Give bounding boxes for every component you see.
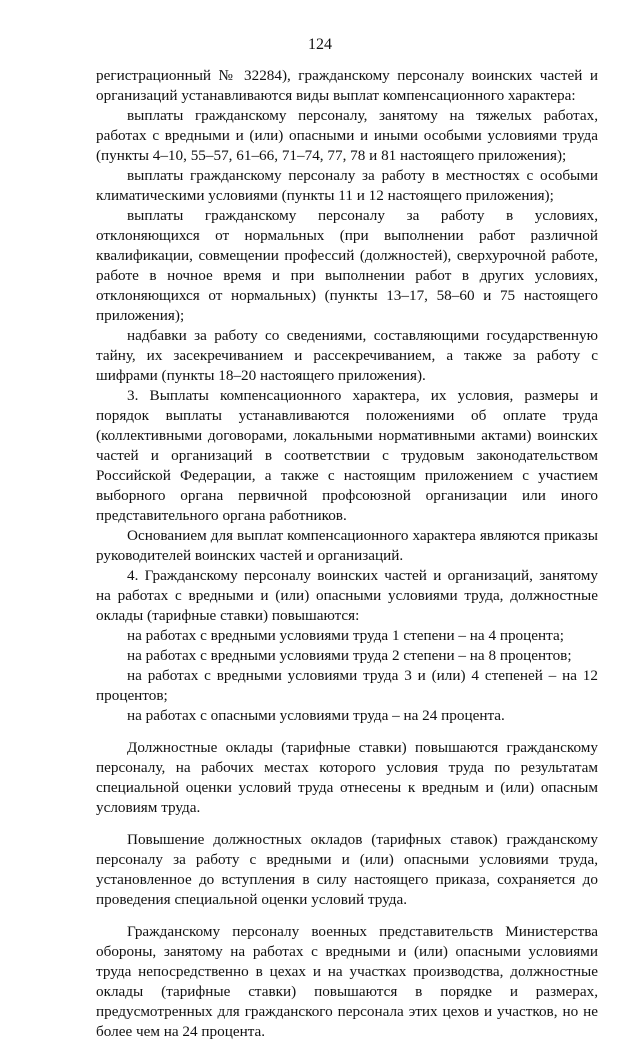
paragraph-section-4: 4. Гражданскому персоналу воинских частей и организаций, занятому на работах с вредными и (или) опасными условиями труда, должностные оклады (тарифные ставки) повышаются: bbox=[96, 567, 598, 624]
paragraph-assessment: Должностные оклады (тарифные ставки) повышаются гражданскому персоналу, на рабочих местах которого условия труда по результатам специальной оценки условий труда отнесены к вредным и (или) опасным условиям труда. bbox=[96, 739, 598, 816]
paragraph-payment-abnormal: выплаты гражданскому персоналу за работу в условиях, отклоняющихся от нормальных (при выполнении работ различной квалификации, совмещении профессий (должностей), сверхурочной работе, работе в ночное время и при выполнении работ в других условиях, отклоняющихся от нормальных) (пункты 13–17, 58–60 и 75 настоящего приложения); bbox=[96, 207, 598, 324]
document-body bbox=[96, 66, 598, 1042]
paragraph-preserved-increase: Повышение должностных окладов (тарифных ставок) гражданскому персоналу за работу с вредными и (или) опасными условиями труда, установленное до вступления в силу настоящего приказа, сохраняется до проведения специальной оценки условий труда. bbox=[96, 831, 598, 908]
paragraph-bonus-secret: надбавки за работу со сведениями, составляющими государственную тайну, их засекречиванием и рассекречиванием, а также за работу с шифрами (пункты 18–20 настоящего приложения). bbox=[96, 327, 598, 384]
paragraph-degree-2: на работах с вредными условиями труда 2 степени – на 8 процентов; bbox=[127, 647, 572, 664]
paragraph-section-3: 3. Выплаты компенсационного характера, их условия, размеры и порядок выплаты устанавливаются положениями об оплате труда (коллективными договорами, локальными нормативными актами) воинских частей и организаций в соответствии с трудовым законодательством Российской Федерации, а также с настоящим приложением с участием выборного органа первичной профсоюзной организации или иного представительного органа работников. bbox=[96, 387, 598, 524]
page-number: 124 bbox=[308, 36, 332, 53]
paragraph-basis: Основанием для выплат компенсационного характера являются приказы руководителей воинских частей и организаций. bbox=[96, 527, 598, 564]
paragraph-degree-1: на работах с вредными условиями труда 1 степени – на 4 процента; bbox=[127, 627, 564, 644]
paragraph-payment-hazardous: выплаты гражданскому персоналу, занятому на тяжелых работах, работах с вредными и (или) опасными и иными особыми условиями труда (пункты 4–10, 55–57, 61–66, 71–74, 77, 78 и 81 настоящего приложения); bbox=[96, 107, 598, 164]
paragraph-degree-3-4: на работах с вредными условиями труда 3 и (или) 4 степеней – на 12 процентов; bbox=[96, 667, 598, 704]
paragraph-dangerous: на работах с опасными условиями труда – на 24 процента. bbox=[127, 707, 505, 724]
paragraph-military-representations: Гражданскому персоналу военных представительств Министерства обороны, занятому на работах с вредными и (или) опасными условиями труда непосредственно в цехах и на участках производства, должностные оклады (тарифные ставки) повышаются в порядке и размерах, предусмотренных для гражданского персонала этих цехов и участков, но не более чем на 24 процента. bbox=[96, 923, 598, 1040]
paragraph-intro: регистрационный № 32284), гражданскому персоналу воинских частей и организаций устанавливаются виды выплат компенсационного характера: bbox=[96, 67, 598, 104]
paragraph-payment-climate: выплаты гражданскому персоналу за работу в местностях с особыми климатическими условиями (пункты 11 и 12 настоящего приложения); bbox=[96, 167, 598, 204]
